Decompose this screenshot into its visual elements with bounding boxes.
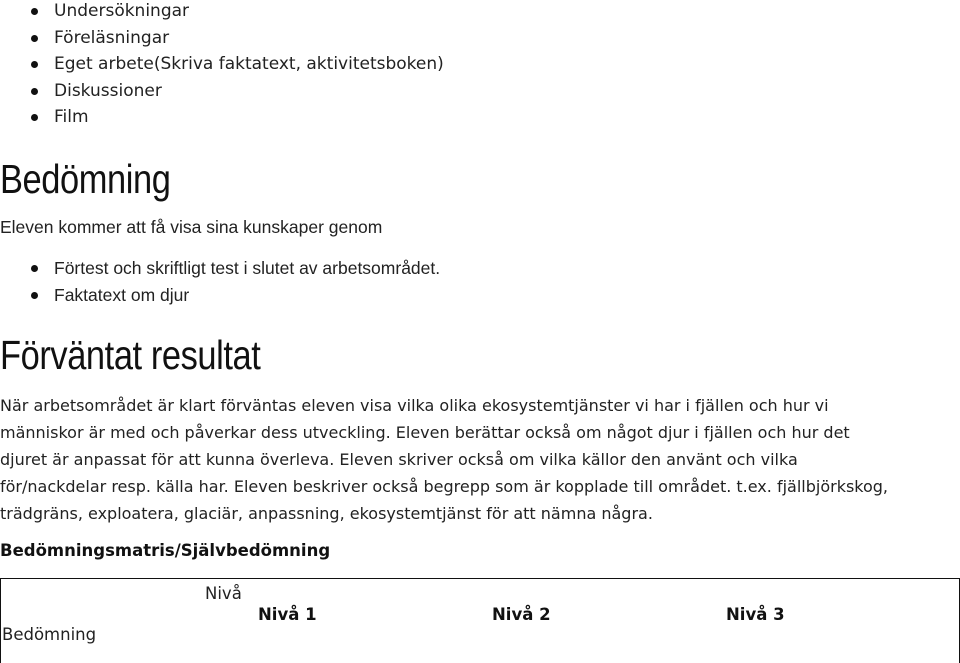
list-item: [0, 0, 444, 25]
assessment-heading: Bedömning: [0, 156, 171, 202]
bullet-icon: [31, 114, 38, 121]
matrix-corner-assessment-label: Bedömning: [2, 625, 97, 644]
method-list: [0, 0, 444, 131]
expected-result-heading: Förväntat resultat: [0, 332, 261, 378]
list-item: [0, 78, 444, 105]
list-item-label: Förtest och skriftligt test i slutet av arbetsområdet.: [54, 258, 441, 278]
list-item: [0, 104, 444, 131]
paragraph-line: trädgräns, exploatera, glaciär, anpassning, ekosystemtjänst för att nämna några.: [0, 504, 653, 523]
list-item-label: Faktatext om djur: [54, 284, 190, 305]
paragraph-line: för/nackdelar resp. källa har. Eleven beskriver också begrepp som är kopplade till området. t.ex. fjällbjörkskog,: [0, 477, 889, 496]
paragraph-line: djuret är anpassat för att kunna överleva. Eleven skriver också om vilka källor den använt och vilka: [0, 450, 798, 469]
assessment-list: [0, 255, 440, 308]
matrix-column-level-1: Nivå 1: [258, 605, 317, 624]
paragraph-line: människor är med och påverkar dess utveckling. Eleven berättar också om något djur i fjällen och hur det: [0, 423, 850, 442]
list-item: [0, 282, 440, 309]
expected-result-paragraph: [0, 392, 960, 527]
list-item: [0, 255, 440, 282]
matrix-title: Bedömningsmatris/Självbedömning: [0, 541, 331, 560]
bullet-icon: [31, 61, 38, 68]
bullet-icon: [31, 8, 38, 15]
list-item-label: Undersökningar: [54, 1, 190, 21]
paragraph-line: När arbetsområdet är klart förväntas eleven visa vilka olika ekosystemtjänster vi har i fjällen och hur vi: [0, 396, 829, 415]
bullet-icon: [31, 35, 38, 42]
list-item-label: Diskussioner: [54, 80, 162, 101]
matrix-corner-level-label: Nivå: [205, 584, 242, 603]
assessment-intro: Eleven kommer att få visa sina kunskaper genom: [0, 217, 383, 237]
list-item-label: Föreläsningar: [54, 27, 170, 48]
list-item-label: Film: [54, 107, 89, 127]
list-item-label: Eget arbete(Skriva faktatext, aktivitetsboken): [54, 54, 444, 74]
list-item: [0, 51, 444, 78]
list-item: [0, 25, 444, 52]
bullet-icon: [31, 265, 38, 272]
matrix-column-level-3: Nivå 3: [726, 605, 785, 624]
assessment-matrix: [0, 578, 960, 663]
bullet-icon: [31, 88, 38, 95]
matrix-column-level-2: Nivå 2: [492, 605, 551, 624]
bullet-icon: [31, 292, 38, 299]
